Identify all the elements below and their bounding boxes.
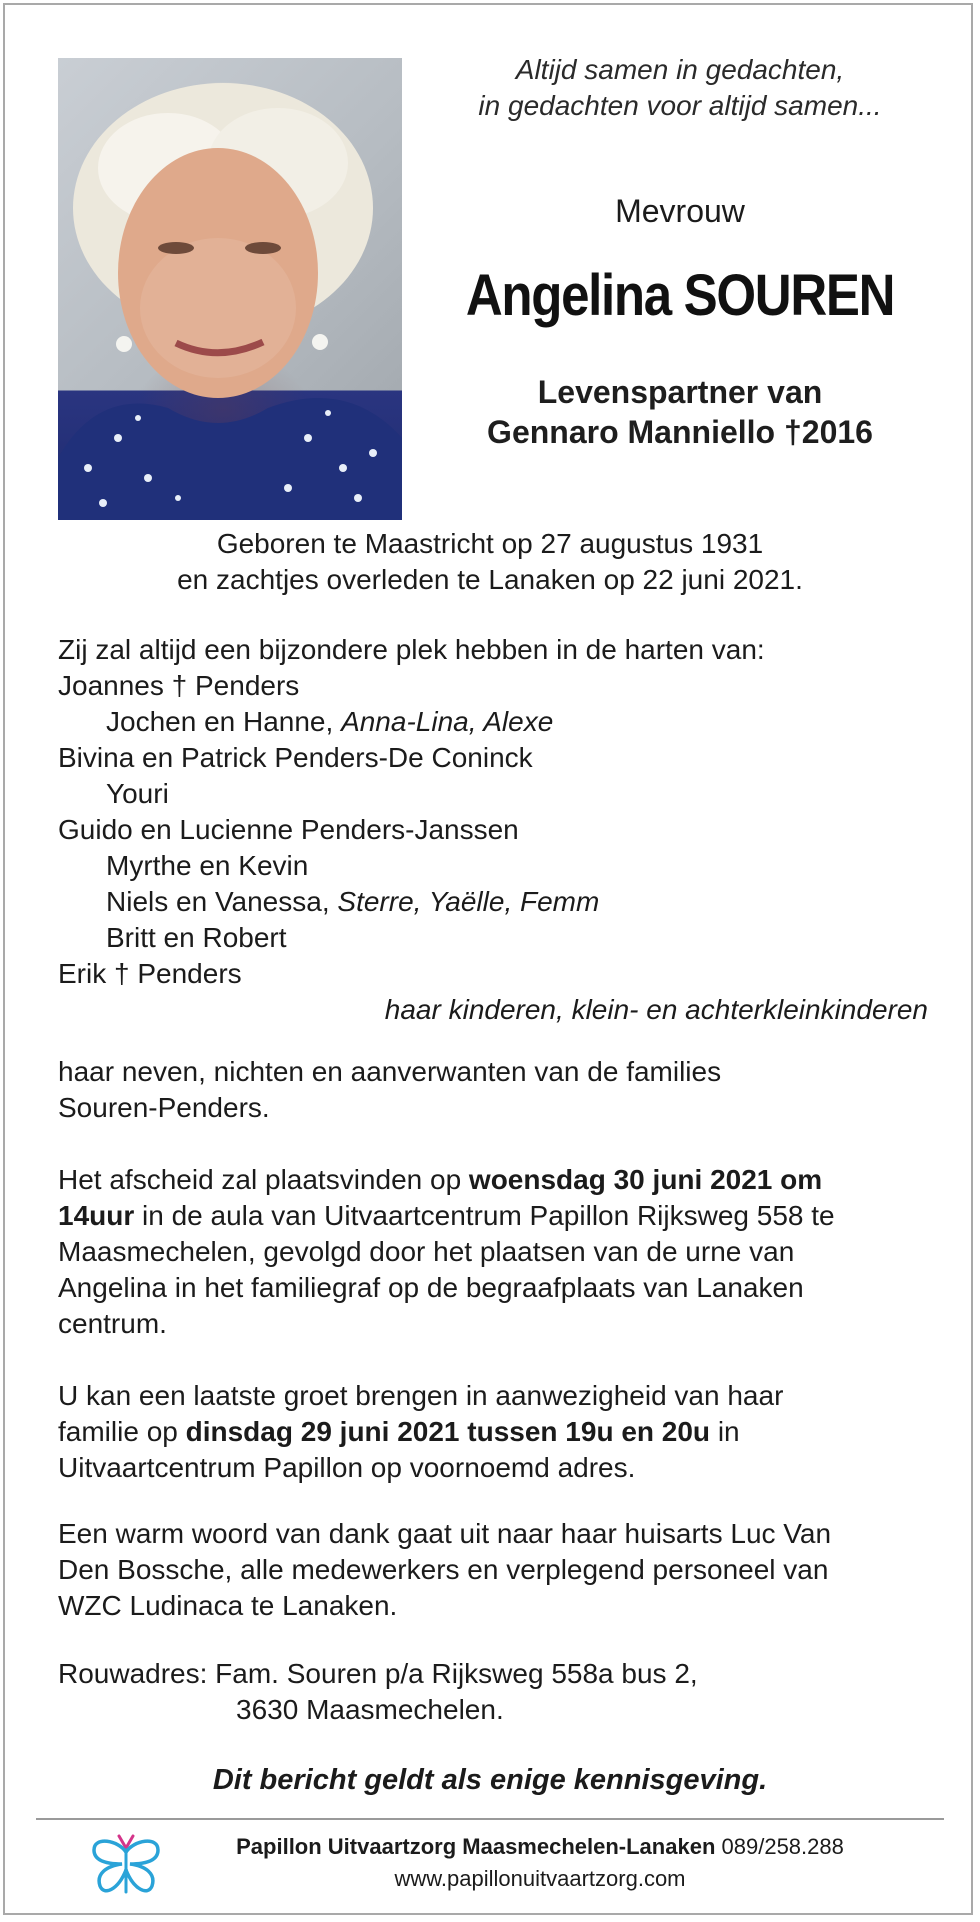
family-member: Britt en Robert	[106, 922, 287, 953]
footer-website: www.papillonuitvaartzorg.com	[394, 1866, 686, 1891]
company-name: Papillon Uitvaartzorg Maasmechelen-Lanaken	[236, 1834, 716, 1859]
thanks-paragraph: Een warm woord van dank gaat uit naar haar huisarts Luc Van Den Bossche, alle medewerkers en verplegend personeel van WZC Ludinaca te Lanaken.	[58, 1518, 832, 1621]
family-member: Jochen en Hanne, Anna-Lina, Alexe	[106, 706, 554, 737]
partner-line: Gennaro Manniello †2016	[487, 414, 873, 450]
visitation-paragraph: U kan een laatste groet brengen in aanwezigheid van haar familie op dinsdag 29 juni 2021 tussen 19u en 20u in Uitvaartcentrum Papillon op voornoemd adres.	[58, 1380, 784, 1483]
family-signature: haar kinderen, klein- en achterkleinkinderen	[384, 994, 928, 1025]
family-member: Guido en Lucienne Penders-Janssen	[58, 814, 519, 845]
family-member: Erik † Penders	[58, 958, 242, 989]
family-list	[58, 632, 928, 1028]
footer-divider	[36, 1818, 944, 1820]
funeral-paragraph: Het afscheid zal plaatsvinden op woensdag 30 juni 2021 om 14uur in de aula van Uitvaartcentrum Papillon Rijksweg 558 te Maasmechelen, gevolgd door het plaatsen van de urne van Angelina in het familiegraf op de begraafplaats van Lanaken centrum.	[58, 1164, 835, 1339]
salutation: Mevrouw	[615, 193, 745, 229]
company-phone: 089/258.288	[721, 1834, 844, 1859]
butterfly-logo-icon	[88, 1830, 164, 1902]
memorial-quote	[430, 52, 930, 124]
portrait-photo	[58, 58, 402, 520]
closing-notice: Dit bericht geldt als enige kennisgeving.	[212, 1764, 768, 1796]
relatives-paragraph: haar neven, nichten en aanverwanten van de families Souren-Penders.	[58, 1056, 722, 1123]
family-member: Youri	[106, 778, 169, 809]
death-line: en zachtjes overleden te Lanaken op 22 juni 2021.	[177, 564, 803, 595]
footer-company	[180, 1834, 900, 1860]
partner-info	[430, 372, 930, 452]
family-intro: Zij zal altijd een bijzondere plek hebben in de harten van:	[58, 634, 765, 665]
birth-death-info	[58, 526, 922, 598]
quote-line: Altijd samen in gedachten,	[515, 54, 845, 85]
quote-line: in gedachten voor altijd samen...	[478, 90, 882, 121]
family-member: Niels en Vanessa, Sterre, Yaëlle, Femm	[106, 886, 600, 917]
family-member: Myrthe en Kevin	[106, 850, 309, 881]
family-member: Joannes † Penders	[58, 670, 300, 701]
birth-line: Geboren te Maastricht op 27 augustus 1931	[216, 528, 764, 559]
partner-line: Levenspartner van	[537, 374, 823, 410]
family-member: Bivina en Patrick Penders-De Coninck	[58, 742, 533, 773]
mourning-address: Rouwadres: Fam. Souren p/a Rijksweg 558a bus 2, 3630 Maasmechelen.	[58, 1658, 698, 1725]
deceased-name: Angelina SOUREN	[465, 263, 895, 328]
